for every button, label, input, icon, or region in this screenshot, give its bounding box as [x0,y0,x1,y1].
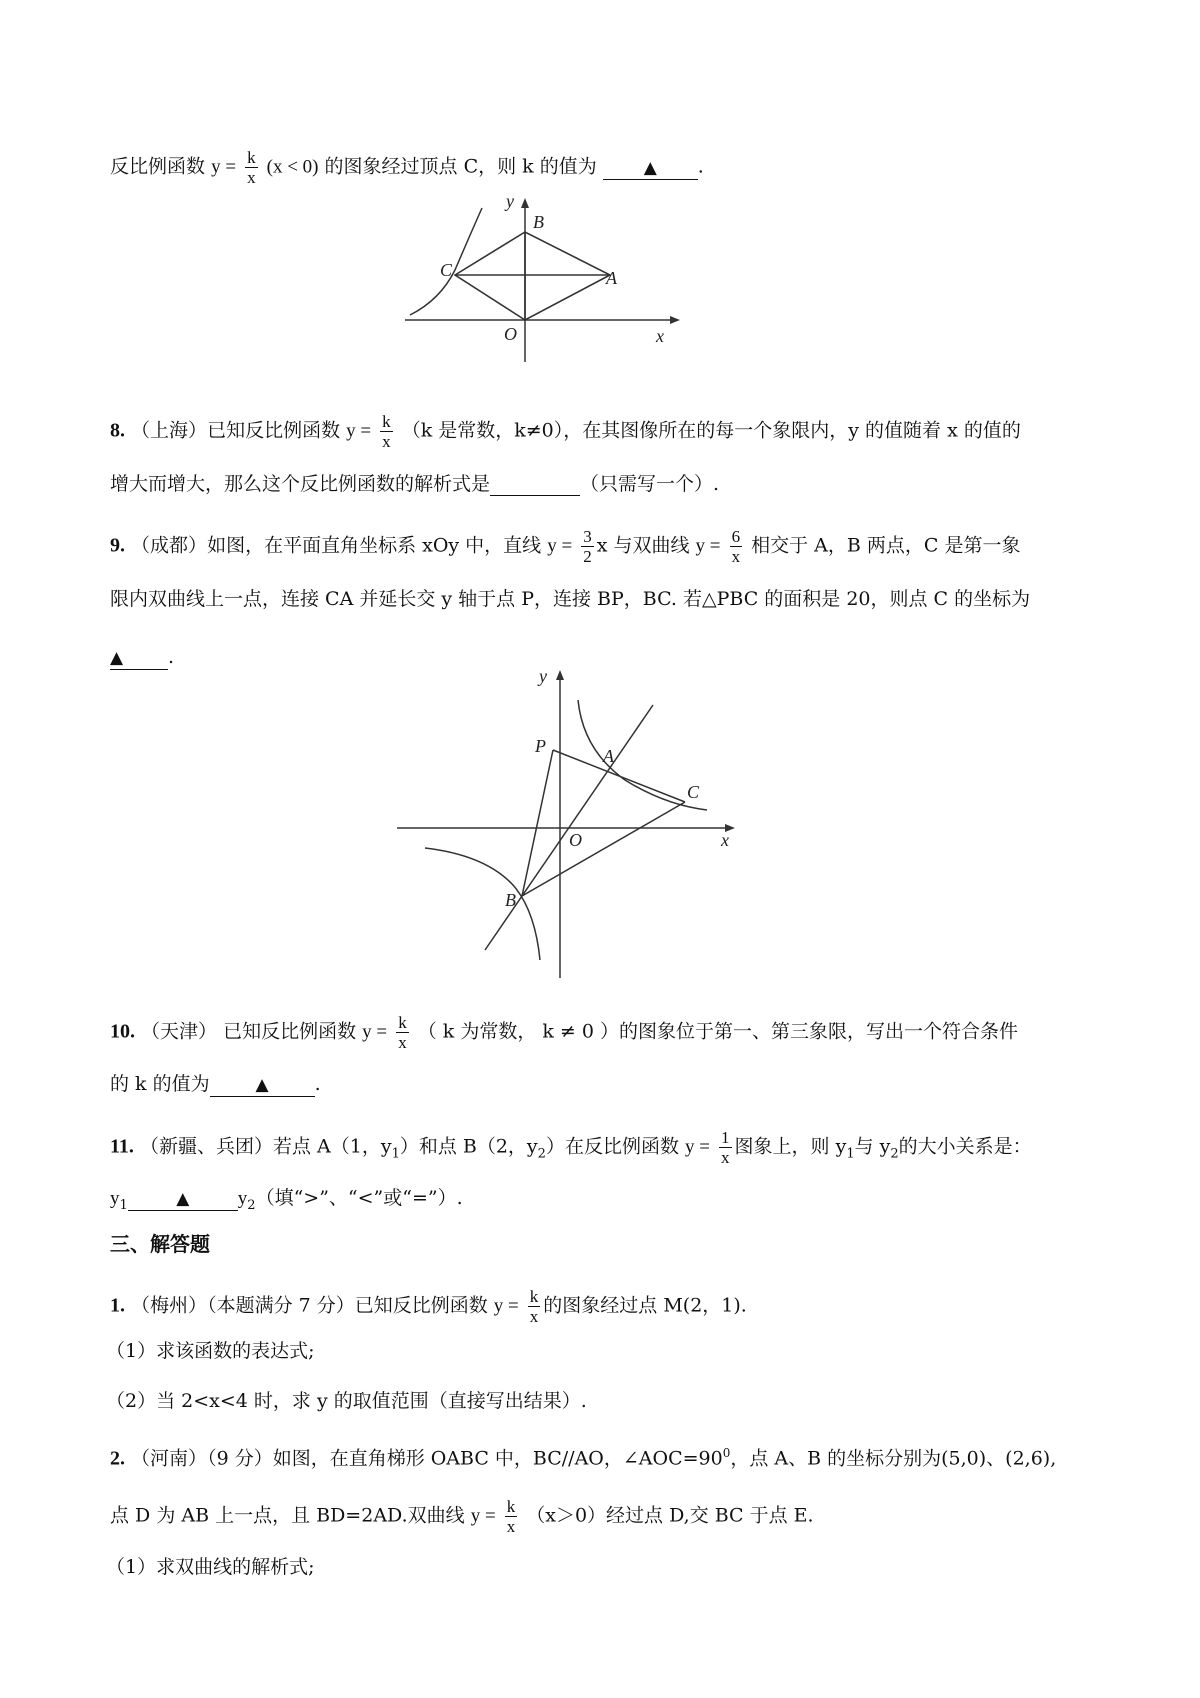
subscript: 1 [119,1197,128,1213]
section-heading [110,1230,210,1258]
p1-fraction [528,1287,541,1326]
q11-post2: 与 y [854,1135,891,1158]
q-cont-pre: 反比例函数 [110,155,206,178]
q8-line2-text: 增大而增大，那么这个反比例函数的解析式是 [110,473,491,495]
p2-number: 2. [110,1447,125,1470]
q10-end: . [314,1073,321,1095]
label-p: P [535,736,546,756]
q10-line1 [110,1013,1018,1052]
y-axis-arrow [521,198,529,208]
q9-line2 [110,585,1030,613]
q8-number: 8. [110,419,125,442]
fraction-denominator: x [529,1307,539,1326]
q8-line2-end: （只需写一个）. [580,473,720,495]
figure-rhombus [400,190,690,370]
q8-fraction [380,412,393,451]
p1-number: 1. [110,1294,125,1317]
q9-line1 [110,527,1020,566]
q11-y1: y [110,1188,120,1209]
p1-subquestion-2: （2）当 2<x<4 时，求 y 的取值范围（直接写出结果）. [106,1390,587,1412]
label-a: A [606,268,617,288]
answer-blank[interactable] [110,646,168,670]
label-y: y [506,191,514,211]
superscript: 0 [722,1446,731,1460]
blank-marker: ▲ [643,157,657,178]
q-cont-line [110,148,704,187]
p2-fraction [505,1497,518,1536]
section-title: 三、解答题 [110,1232,210,1256]
q8-post: （k 是常数，k≠0），在其图像所在的每一个象限内，y 的值随着 x 的值的 [401,419,1021,442]
answer-blank[interactable] [603,156,698,180]
q8-line1 [110,412,1021,451]
p1-sub1 [106,1337,315,1365]
q11-pre: 若点 A（1，y [272,1135,392,1158]
hyperbola-branch-q3 [425,848,540,960]
q9-post: 相交于 A，B 两点，C 是第一象 [751,534,1021,557]
q11-post1: 图象上，则 y [734,1135,847,1158]
fraction-numerator: 3 [583,527,592,546]
p2-source: （河南） [131,1447,208,1470]
q11-mid2: ）在反比例函数 [545,1135,679,1158]
q9-line2-text: 限内双曲线上一点，连接 CA 并延长交 y 轴于点 P，连接 BP，BC. 若△PBC 的面积是 20，则点 C 的坐标为 [110,588,1031,610]
fraction-denominator: x [247,168,256,187]
blank-marker: ▲ [110,648,124,668]
answer-blank[interactable] [128,1187,238,1211]
subscript: 1 [391,1146,400,1162]
p2-subquestion-1: （1）求双曲线的解析式; [106,1556,315,1578]
blank-marker: ▲ [176,1189,190,1209]
p1-subquestion-1: （1）求该函数的表达式; [106,1340,315,1362]
subscript: 2 [247,1197,256,1213]
q11-y-eq: y = [685,1136,710,1158]
p2-line2-pre: 点 D 为 AB 上一点，且 BD=2AD.双曲线 [110,1504,465,1527]
fraction-numerator: k [529,1287,539,1306]
fraction-numerator: k [506,1497,516,1516]
q11-mid: ）和点 B（2，y [399,1135,538,1158]
figure-hyperbola-line [395,660,745,980]
q10-number: 10. [110,1020,135,1043]
p1-line1 [110,1287,747,1326]
subscript: 2 [537,1146,546,1162]
q8-line2 [110,470,719,498]
label-a: A [603,746,614,766]
q9-fraction1 [581,527,594,566]
q9-fraction2 [730,527,743,566]
label-x: x [656,326,664,346]
q9-number: 9. [110,534,125,557]
y-axis-arrow [556,670,564,680]
label-b: B [533,212,544,232]
q9-y-eq2: y = [695,535,721,557]
x-axis-arrow [670,316,680,324]
fraction-denominator: x [382,432,391,451]
fraction-numerator: 1 [721,1128,730,1147]
q-cont-y-eq: y = [211,156,237,178]
q10-line2 [110,1070,321,1098]
subscript: 2 [890,1146,899,1162]
q-cont-post: 的图象经过顶点 C，则 k 的值为 [324,155,597,178]
blank-marker: ▲ [255,1075,269,1095]
p1-post: 的图象经过点 M(2，1). [543,1294,747,1317]
q10-y-eq: y = [362,1021,388,1043]
p2-pre: （9 分）如图，在直角梯形 OABC 中，BC//AO，∠AOC=90 [207,1447,723,1470]
label-o: O [569,830,582,850]
q11-line2 [110,1184,463,1220]
p1-sub2 [106,1387,587,1415]
answer-blank[interactable] [490,473,580,496]
fraction-denominator: x [721,1148,730,1167]
p2-sub1 [106,1553,315,1581]
q10-source: （天津） [141,1020,218,1043]
q9-line3 [110,643,174,671]
q9-mid: x 与双曲线 [596,534,690,557]
label-o: O [504,324,517,344]
q8-pre: 已知反比例函数 [207,419,341,442]
q-cont-end: . [697,155,704,178]
fraction-denominator: x [731,547,741,566]
q-cont-fraction [245,148,258,187]
segment-bc [522,802,685,896]
label-b: B [505,890,516,910]
q8-y-eq: y = [346,420,372,442]
subscript: 1 [846,1146,855,1162]
q10-pre: 已知反比例函数 [223,1020,357,1043]
q11-line2-post: （填“>”、“<”或“=”）. [255,1187,463,1209]
fraction-numerator: k [382,412,391,431]
q9-pre: 如图，在平面直角坐标系 xOy 中，直线 [207,534,542,557]
q9-end: . [168,646,175,668]
fraction-denominator: x [506,1517,516,1536]
rhombus-oabc [455,232,610,320]
q11-post3: 的大小关系是： [898,1135,1032,1158]
p2-line2 [110,1497,814,1536]
q10-post: （ k 为常数， k ≠ 0 ）的图象位于第一、第三象限，写出一个符合条件 [417,1020,1019,1043]
label-y: y [539,666,547,686]
q8-source: （上海） [131,419,208,442]
label-c: C [687,782,700,802]
p2-line1 [110,1439,1056,1472]
answer-blank[interactable] [210,1073,315,1097]
fraction-numerator: k [247,148,256,167]
label-c: C [440,260,453,280]
q10-fraction [396,1013,409,1052]
q11-source: （新疆、兵团） [139,1135,273,1158]
fraction-numerator: k [398,1013,407,1032]
label-x: x [721,830,729,850]
q9-y-eq1: y = [547,535,573,557]
p2-y-eq: y = [470,1505,496,1527]
p2-post: ，点 A、B 的坐标分别为(5,0)、(2,6), [730,1447,1057,1470]
p1-source: （梅州） [131,1294,208,1317]
segment-pc [553,750,685,802]
p1-y-eq: y = [493,1295,519,1317]
fraction-denominator: 2 [583,547,592,566]
q10-line2-text: 的 k 的值为 [110,1073,210,1095]
p2-line2-post: （x＞0）经过点 D,交 BC 于点 E. [526,1504,814,1527]
q11-y2: y [237,1188,248,1209]
q11-line1 [110,1128,1032,1168]
fraction-denominator: x [398,1033,407,1052]
fraction-numerator: 6 [731,527,741,546]
q-cont-condition: (x < 0) [266,156,319,178]
p1-pre: （本题满分 7 分）已知反比例函数 [207,1294,488,1317]
q11-number: 11. [110,1135,134,1158]
q11-fraction [719,1128,732,1167]
q9-source: （成都） [131,534,208,557]
